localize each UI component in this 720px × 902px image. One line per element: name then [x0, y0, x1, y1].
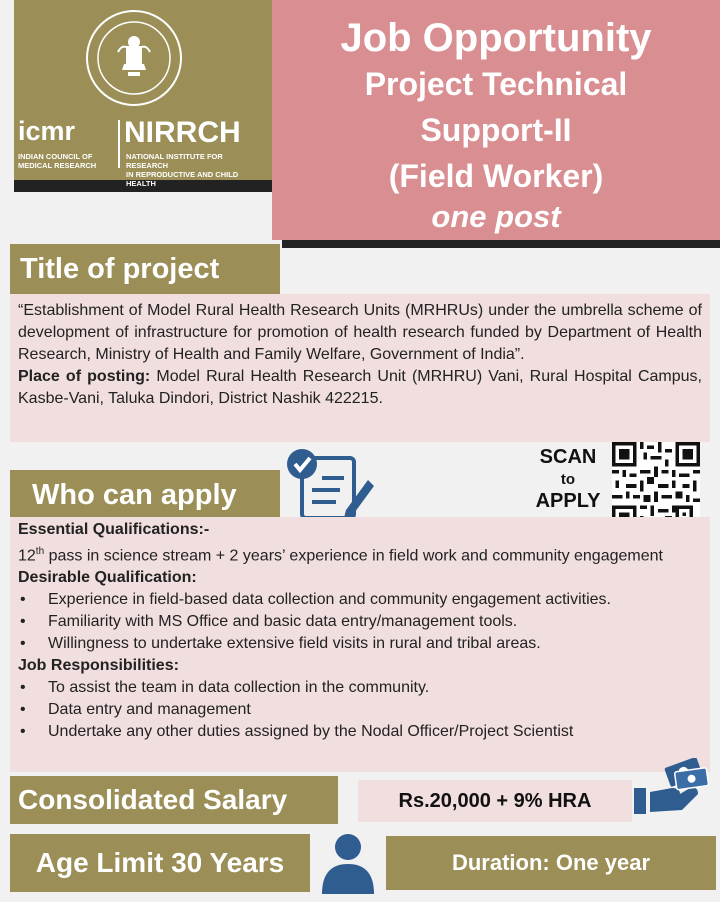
- checklist-icon: [286, 444, 376, 522]
- nirrch-sub-line-1: NATIONAL INSTITUTE FOR RESEARCH: [126, 152, 223, 170]
- desirable-list: [18, 589, 702, 655]
- post-count: one post: [431, 199, 561, 234]
- job-title: Job Opportunity: [340, 16, 652, 60]
- nirrch-wordmark: NIRRCH: [124, 116, 241, 149]
- nirrch-sub-line-2: IN REPRODUCTIVE AND CHILD HEALTH: [126, 170, 239, 188]
- icmr-sub-line-2: MEDICAL RESEARCH: [18, 161, 97, 170]
- project-heading: Title of project: [10, 244, 280, 294]
- duration: Duration: One year: [386, 836, 716, 890]
- icmr-wordmark: icmr: [18, 116, 76, 146]
- position-line-3: (Field Worker): [388, 158, 604, 194]
- posting-label: Place of posting:: [18, 368, 151, 385]
- icmr-sub-line-1: INDIAN COUNCIL OF: [18, 152, 93, 161]
- nirrch-subtitle: [126, 152, 258, 188]
- posting-text: Model Rural Health Research Unit (MRHRU) Vani, Rural Hospital Campus, Kasbe-Vani, Taluka Dindori, District Nashik 422215.: [18, 368, 702, 407]
- salary-amount: Rs.20,000 + 9% HRA: [358, 780, 632, 822]
- list-item: • Data entry and management: [18, 699, 702, 721]
- list-item: • Familiarity with MS Office and basic data entry/management tools.: [18, 611, 702, 633]
- apply-panel: [10, 517, 710, 772]
- project-title-text: “Establishment of Model Rural Health Research Units (MRHRUs) under the umbrella scheme of development of infrastructure for promotion of health research funded by Department of Health Research, Ministry of Health and Family Welfare, Government of India”.: [18, 302, 702, 363]
- scan-to-apply: [528, 446, 608, 513]
- age-limit: Age Limit 30 Years: [10, 834, 310, 892]
- person-icon: [320, 832, 376, 894]
- to-text: to: [560, 471, 576, 488]
- list-item: • To assist the team in data collection in the community.: [18, 677, 702, 699]
- apply-text: APPLY: [535, 490, 601, 512]
- list-item: • Experience in field-based data collection and community engagement activities.: [18, 589, 702, 611]
- position-line-2: Support-II: [420, 112, 572, 148]
- icmr-subtitle: [18, 152, 96, 170]
- logo-divider: [118, 120, 120, 168]
- project-panel: [10, 294, 710, 442]
- responsibilities-list: [18, 677, 702, 743]
- salary-heading: Consolidated Salary: [10, 776, 338, 824]
- scan-text: SCAN: [539, 446, 597, 468]
- icmr-emblem-icon: [84, 8, 184, 108]
- position-line-1: Project Technical: [364, 66, 628, 102]
- responsibilities-label: Job Responsibilities:: [18, 657, 179, 675]
- posting-line: [18, 366, 702, 410]
- list-item: • Undertake any other duties assigned by the Nodal Officer/Project Scientist: [18, 721, 702, 743]
- apply-heading: Who can apply: [10, 470, 280, 520]
- money-hand-icon: [628, 758, 714, 818]
- desirable-label: Desirable Qualification:: [18, 569, 197, 587]
- essential-description: pass in science stream + 2 years’ experience in field work and community engagement: [44, 547, 663, 565]
- essential-text: [18, 541, 702, 567]
- essential-label: Essential Qualifications:-: [18, 521, 210, 538]
- list-item: • Willingness to undertake extensive field visits in rural and tribal areas.: [18, 633, 702, 655]
- job-header: [272, 0, 720, 240]
- essential-superscript: th: [35, 546, 45, 557]
- essential-number: 12: [18, 547, 36, 565]
